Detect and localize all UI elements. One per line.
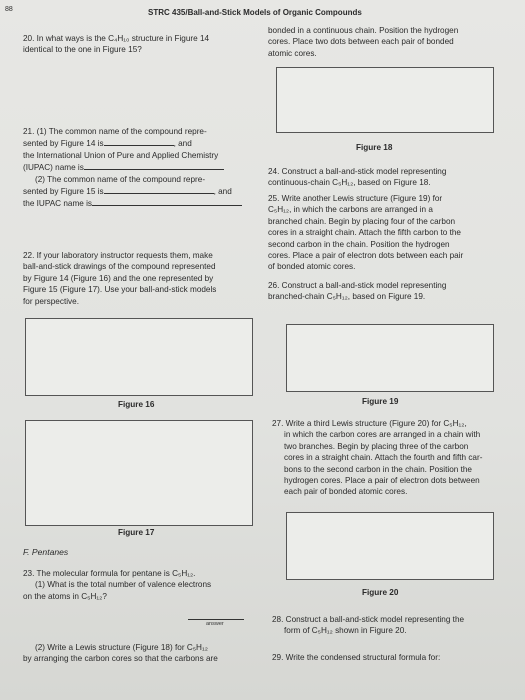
q28-line: 28. Construct a ball-and-stick model representing the [272, 615, 465, 624]
question-27 [272, 418, 482, 498]
question-28 [272, 614, 464, 637]
q25-line: C₅H₁₂, in which the carbons are arranged in a [268, 205, 433, 215]
answer-blank[interactable] [84, 161, 224, 170]
section-heading: F. Pentanes [23, 547, 69, 557]
q25-line: 25. Write another Lewis structure (Figure 19) for [268, 194, 443, 203]
question-26 [268, 280, 446, 303]
answer-blank[interactable] [104, 185, 214, 194]
q23b-line: by arranging the carbon cores so that the carbons are [23, 654, 218, 664]
figure-19-box[interactable] [286, 324, 494, 392]
q27-line: in which the carbon cores are arranged in a chain with [284, 430, 481, 440]
q22-line: by Figure 14 (Figure 16) and the one represented by [23, 273, 214, 283]
q27-line: cores in a straight chain. Attach the fourth and fifth car- [284, 453, 483, 463]
answer-blank[interactable] [104, 137, 174, 146]
q21-text: sented by Figure 14 is [23, 139, 104, 149]
q21-text: , and [173, 139, 192, 149]
continued-text [268, 25, 458, 59]
q22-line: 22. If your laboratory instructor requests them, make [23, 251, 213, 260]
q27-line: bons to the second carbon in the chain. Position the [284, 464, 472, 474]
figure-20-box[interactable] [286, 512, 494, 580]
q25-line: cores. Place a pair of electron dots between each pair [268, 251, 464, 261]
q24-line: continuous-chain C₅H₁₂, based on Figure 18. [268, 178, 431, 188]
q21-text: the IUPAC name is [23, 199, 93, 209]
question-20 [23, 33, 209, 56]
question-23 [23, 568, 211, 602]
page-header: STRC 435/Ball-and-Stick Models of Organic Compounds [148, 8, 362, 17]
q21-line: (2) The common name of the compound repre- [35, 174, 206, 184]
figure-18-box[interactable] [276, 67, 494, 133]
cont-line: atomic cores. [268, 48, 317, 58]
question-25 [268, 193, 463, 273]
q25-line: of bonded atomic cores. [268, 262, 356, 272]
q26-line: branched-chain C₅H₁₂, based on Figure 19. [268, 292, 426, 302]
page-number: 88 [5, 6, 13, 13]
question-24 [268, 166, 446, 189]
q21-line: the International Union of Pure and Applied Chemistry [23, 150, 219, 160]
figure-18-caption: Figure 18 [356, 143, 393, 152]
q23-line: (1) What is the total number of valence electrons [35, 580, 212, 590]
q23-line: on the atoms in C₅H₁₂? [23, 591, 107, 601]
q22-line: Figure 15 (Figure 17). Use your ball-and-stick models [23, 285, 217, 295]
q21-text: (IUPAC) name is [23, 163, 84, 173]
figure-16-box[interactable] [25, 318, 253, 396]
figure-16-caption: Figure 16 [118, 400, 155, 409]
q26-line: 26. Construct a ball-and-stick model representing [268, 281, 447, 290]
q20-line: identical to the one in Figure 15? [23, 45, 142, 55]
q23b-line: (2) Write a Lewis structure (Figure 18) for C₅H₁₂ [35, 643, 208, 652]
question-23-part-2 [23, 642, 218, 665]
q21-line: 21. (1) The common name of the compound repre- [23, 127, 207, 136]
q21-text: sented by Figure 15 is [23, 187, 104, 197]
answer-line[interactable] [188, 619, 244, 620]
q25-line: cores in a straight chain. Attach the fifth carbon to the [268, 228, 461, 238]
q21-line [23, 161, 255, 173]
q21-line [23, 137, 255, 149]
q22-line: ball-and-stick drawings of the compound represented [23, 262, 216, 272]
figure-17-caption: Figure 17 [118, 528, 155, 537]
question-29: 29. Write the condensed structural formula for: [272, 653, 441, 662]
q28-line: form of C₅H₁₂ shown in Figure 20. [284, 626, 407, 636]
q24-line: 24. Construct a ball-and-stick model representing [268, 167, 447, 176]
question-21 [23, 126, 255, 210]
figure-17-box[interactable] [25, 420, 253, 526]
answer-label: answer [206, 621, 224, 627]
question-22 [23, 250, 216, 307]
cont-line: bonded in a continuous chain. Position the hydrogen [268, 26, 459, 35]
q21-text: , and [213, 187, 232, 197]
q25-line: branched chain. Begin by placing four of the carbon [268, 216, 456, 226]
q27-line: each pair of bonded atomic cores. [284, 487, 408, 497]
q22-line: for perspective. [23, 296, 79, 306]
q21-line [23, 197, 255, 209]
answer-blank[interactable] [92, 197, 242, 206]
q27-line: 27. Write a third Lewis structure (Figure 20) for C₅H₁₂, [272, 419, 467, 428]
q23-line: 23. The molecular formula for pentane is C₅H₁₂. [23, 569, 196, 578]
figure-20-caption: Figure 20 [362, 588, 399, 597]
cont-line: cores. Place two dots between each pair of bonded [268, 37, 454, 47]
q27-line: hydrogen cores. Place a pair of electron dots between [284, 476, 480, 486]
q21-line [23, 185, 255, 197]
q25-line: second carbon in the chain. Position the hydrogen [268, 239, 450, 249]
figure-19-caption: Figure 19 [362, 397, 399, 406]
q20-line: 20. In what ways is the C₄H₁₀ structure in Figure 14 [23, 34, 210, 43]
q27-line: two branches. Begin by placing three of the carbon [284, 441, 469, 451]
